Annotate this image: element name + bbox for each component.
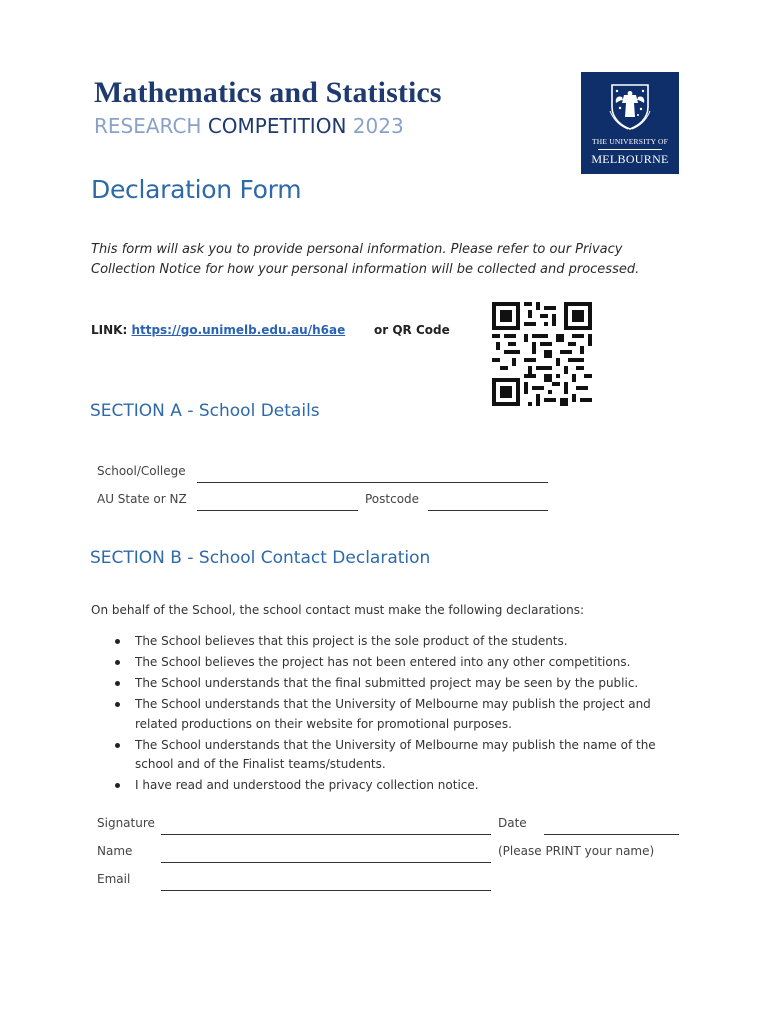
email-field[interactable] (161, 890, 491, 891)
postcode-field[interactable] (428, 510, 548, 511)
signature-label: Signature (97, 816, 155, 830)
logo-text-university-of: THE UNIVERSITY OF (591, 137, 669, 146)
signature-field[interactable] (161, 834, 491, 835)
qr-code-label: or QR Code (374, 323, 450, 337)
state-field[interactable] (197, 510, 358, 511)
name-label: Name (97, 844, 133, 858)
subtitle-research: RESEARCH (94, 114, 208, 138)
print-name-note: (Please PRINT your name) (498, 844, 655, 858)
link-row (91, 323, 345, 337)
privacy-intro: This form will ask you to provide personal information. Please refer to our Privacy Collection Notice for how your personal information will be collected and processed. (91, 242, 640, 277)
declaration-item: The School believes the project has not been entered into any other competitions. (113, 653, 673, 673)
declaration-item: The School believes that this project is the sole product of the students. (113, 632, 673, 652)
subtitle-competition: COMPETITION (207, 114, 347, 138)
state-label: AU State or NZ (97, 492, 187, 506)
link-label: LINK: (91, 323, 132, 337)
name-field[interactable] (161, 862, 491, 863)
declaration-item: I have read and understood the privacy collection notice. (113, 776, 673, 796)
logo-divider (598, 149, 662, 150)
section-b-title: SECTION B - School Contact Declaration (90, 548, 431, 568)
declaration-item: The School understands that the University of Melbourne may publish the project and related productions on their website for promotional purposes. (113, 695, 673, 734)
competition-title: Mathematics and Statistics (94, 76, 442, 109)
subtitle-year: 2023 (346, 114, 404, 138)
postcode-label: Postcode (365, 492, 420, 506)
logo-text-melbourne: MELBOURNE (591, 152, 669, 166)
declaration-intro: On behalf of the School, the school contact must make the following declarations: (91, 603, 585, 617)
form-title: Declaration Form (91, 175, 302, 204)
competition-subtitle (94, 114, 404, 138)
declaration-list (113, 632, 673, 797)
qr-code-icon[interactable] (492, 302, 592, 406)
school-college-field[interactable] (197, 482, 548, 483)
declaration-link[interactable]: https://go.unimelb.edu.au/h6ae (131, 323, 346, 337)
declaration-item: The School understands that the University of Melbourne may publish the name of the school and of the Finalist teams/students. (113, 736, 673, 775)
crest-icon (608, 81, 652, 131)
section-a-title: SECTION A - School Details (90, 401, 320, 421)
email-label: Email (97, 872, 131, 886)
declaration-item: The School understands that the final submitted project may be seen by the public. (113, 674, 673, 694)
university-logo (581, 72, 679, 174)
school-college-label: School/College (97, 464, 186, 478)
date-label: Date (498, 816, 527, 830)
date-field[interactable] (544, 834, 679, 835)
